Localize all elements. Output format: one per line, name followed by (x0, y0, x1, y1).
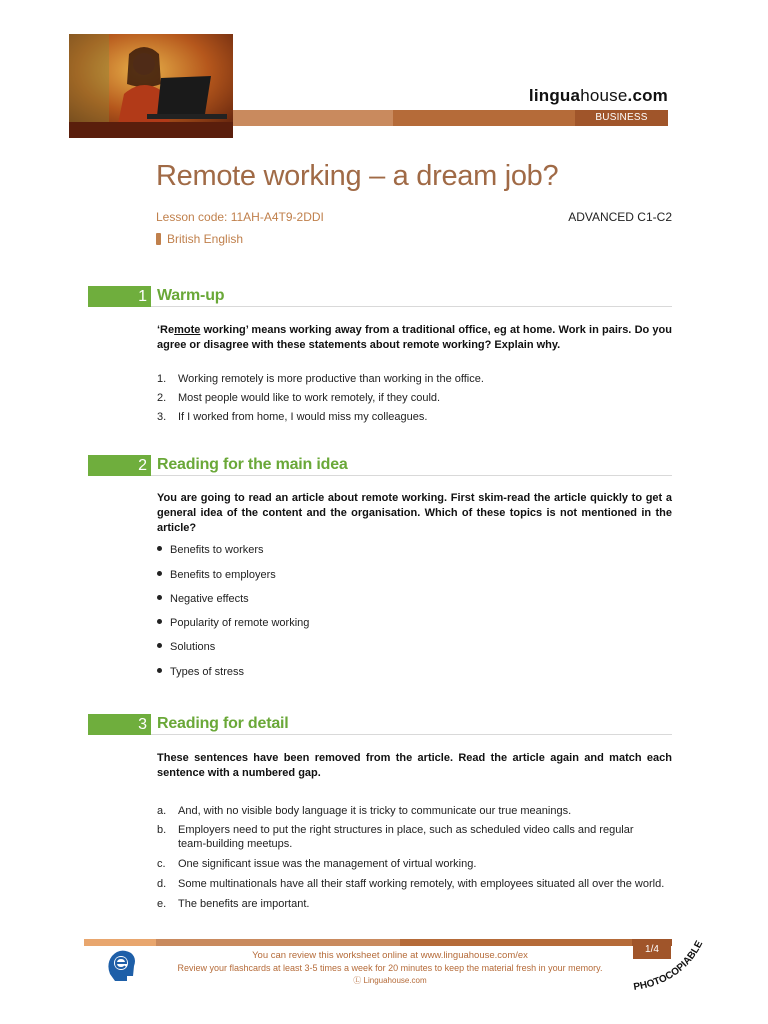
bullet-icon (157, 546, 162, 551)
item-marker: 1. (157, 373, 167, 385)
section-number: 2 (88, 455, 151, 476)
section-number: 3 (88, 714, 151, 735)
instruction-rest: working’ means working away from a traditional office, eg at home. Work in pairs. Do you agree or disagree with these statements about remote working? Explain why. (157, 324, 672, 351)
item-text: Popularity of remote working (170, 617, 310, 629)
item-marker: e. (157, 898, 167, 910)
footer-copyright: Ⓛ Linguahouse.com (353, 976, 427, 985)
list-item (157, 372, 672, 386)
item-text: Benefits to workers (170, 544, 264, 556)
item-text: Negative effects (170, 593, 249, 605)
dialect-text: British English (167, 232, 244, 246)
item-marker: d. (157, 878, 167, 890)
item-text: Most people would like to work remotely, if they could. (178, 392, 441, 404)
list-item (157, 857, 672, 871)
footer-flashcard-note: Review your flashcards at least 3-5 times a week for 20 minutes to keep the material fresh in your memory. (177, 963, 603, 973)
list-item (157, 897, 672, 911)
footer-review-link[interactable]: You can review this worksheet online at www.linguahouse.com/ex (252, 950, 528, 961)
bullet-icon (157, 571, 162, 576)
dialect-label (156, 232, 243, 246)
list-item (157, 877, 672, 891)
list-item (157, 641, 215, 653)
footer-bar-segment (400, 939, 632, 946)
item-text: One significant issue was the management of virtual working. (178, 858, 477, 870)
list-item (157, 410, 672, 424)
brand-suffix: .com (627, 86, 668, 105)
item-text: If I worked from home, I would miss my colleagues. (178, 411, 428, 423)
section-instruction (157, 323, 672, 353)
brand-light: house (580, 86, 628, 105)
section-divider (151, 306, 672, 307)
item-text: Some multinationals have all their staff working remotely, with employees situated all over the world. (178, 878, 665, 890)
category-label: BUSINESS ISSUES (575, 110, 668, 126)
section-instruction: These sentences have been removed from the article. Read the article again and match each sentence with a numbered gap. (157, 752, 672, 779)
list-item (157, 823, 672, 851)
page-number: 1/4 (633, 941, 671, 959)
brand-bold: lingua (528, 86, 581, 105)
svg-text:PHOTOCOPIABLE (633, 940, 706, 993)
header-photo (69, 34, 233, 138)
list-item (157, 617, 309, 629)
item-text: Working remotely is more productive than working in the office. (178, 373, 484, 385)
list-item (157, 804, 672, 818)
stress-mark: mote (174, 324, 201, 336)
bullet-icon (157, 643, 162, 648)
lesson-code: Lesson code: 11AH-A4T9-2DDI (156, 210, 324, 224)
stamp-text: PHOTOCOPIABLE (632, 940, 706, 994)
item-text: Benefits to employers (170, 569, 276, 581)
item-text: And, with no visible body language it is tricky to communicate our true meanings. (178, 805, 572, 817)
list-item (157, 593, 249, 605)
header-bar-segment (393, 110, 575, 126)
section-divider (151, 475, 672, 476)
item-marker: b. (157, 824, 167, 836)
flag-icon (156, 233, 161, 245)
section-divider (151, 734, 672, 735)
list-item (157, 391, 672, 405)
section-instruction: You are going to read an article about remote working. First skim-read the article quickly to get a general idea of the content and the organisation. Which of these topics is not mentioned in the article? (157, 492, 672, 534)
item-marker: c. (157, 858, 166, 870)
level-label: ADVANCED C1-C2 (568, 210, 672, 224)
item-text: The benefits are important. (178, 898, 310, 910)
item-text: Employers need to put the right structures in place, such as scheduled video calls and regular team-building meetups. (178, 824, 634, 850)
bullet-icon (157, 595, 162, 600)
list-item (157, 544, 264, 556)
list-item (157, 666, 244, 678)
document-title: Remote working – a dream job? (156, 160, 559, 192)
section-title: Reading for detail (157, 715, 289, 732)
footer-bar-segment (84, 939, 156, 946)
bullet-icon (157, 619, 162, 624)
item-marker: 2. (157, 392, 167, 404)
bullet-icon (157, 668, 162, 673)
header-bar-segment (233, 110, 393, 126)
list-item (157, 569, 276, 581)
brand-logo (529, 86, 668, 106)
photocopiable-stamp (630, 940, 710, 994)
section-title: Reading for the main idea (157, 456, 348, 473)
item-text: Solutions (170, 641, 216, 653)
footer-bar-segment (156, 939, 400, 946)
linguahouse-logo-icon (106, 948, 136, 982)
section-number: 1 (88, 286, 151, 307)
item-text: Types of stress (170, 666, 244, 678)
item-marker: 3. (157, 411, 167, 423)
item-marker: a. (157, 805, 167, 817)
section-title: Warm-up (157, 287, 225, 304)
instruction-start: ‘Re (157, 324, 175, 336)
